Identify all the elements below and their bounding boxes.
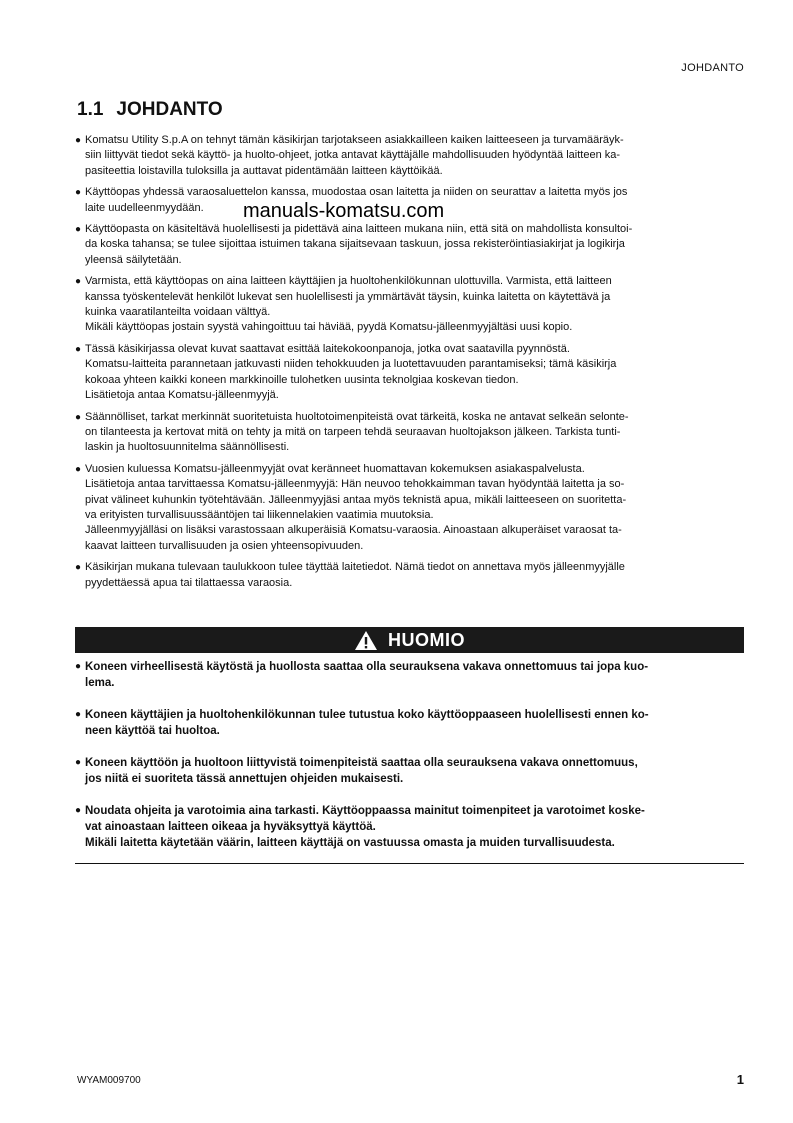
bullet-line: Mikäli käyttöopas jostain syystä vahingoittuu tai häviää, pyydä Komatsu-jälleenmyyjältäsi uusi kopio. [85,321,573,334]
bullet-item [75,462,744,554]
bullet-line: laite uudelleenmyydään. [85,201,204,214]
bullet-line: kaavat laitteen turvallisuuden ja osien yhteensopivuuden. [85,539,364,552]
bullet-line: pivat välineet kuhunkin työtehtävään. Jälleenmyyjäsi antaa myös teknistä apua, mikäli laitteeseen on suoritetta- [85,493,627,506]
bullet-line: Käyttöopas yhdessä varaosaluettelon kanssa, muodostaa osan laitetta ja niiden on seurattav a laitetta myös jos [85,186,628,199]
bullet-dot-icon: ● [75,709,82,720]
caution-item [75,659,744,691]
bullet-dot-icon: ● [75,805,82,816]
caution-line: Noudata ohjeita ja varotoimia aina tarkasti. Käyttöoppaassa mainitut toimenpiteet ja varotoimet koske- [85,805,645,817]
document-code: WYAM009700 [77,1075,141,1086]
page-number: 1 [736,1072,744,1087]
warning-triangle-icon [354,630,378,651]
bullet-line: Jälleenmyyjälläsi on lisäksi varastossaan alkuperäisiä Komatsu-varaosia. Ainoastaan alkuperäiset varaosat ta- [85,524,622,537]
bullet-line: Lisätietoja antaa tarvittaessa Komatsu-jälleenmyyjä: Hän neuvoo tehokkaimman tavan hyödyntää laitetta ja so- [85,478,625,491]
caution-line: Koneen käyttöön ja huoltoon liittyvistä toimenpiteistä saattaa olla seurauksena vakava onnettomuus, [85,757,638,769]
bullet-dot-icon: ● [75,463,82,475]
caution-line: jos niitä ei suoriteta tässä annettujen ohjeiden mukaisesti. [85,773,404,785]
bullet-line: Vuosien kuluessa Komatsu-jälleenmyyjät ovat keränneet huomattavan kokemuksen asiakaspalvelusta. [85,462,585,475]
caution-line: lema. [85,677,115,689]
bullet-line: Käyttöopasta on käsiteltävä huolellisesti ja pidettävä aina laitteen mukana niin, että sitä on mahdollista konsultoi- [85,223,633,236]
bullet-line: kokoaa yhteen kaikki koneen markkinoille tulohetken uusinta teknolgiaa koskevan tiedon. [85,373,519,386]
caution-box [75,627,744,864]
bullet-dot-icon: ● [75,562,82,574]
caution-line: Koneen käyttäjien ja huoltohenkilökunnan tulee tutustua koko käyttöoppaaseen huolellisesti ennen ko- [85,709,649,721]
bullet-line: Lisätietoja antaa Komatsu-jälleenmyyjä. [85,389,279,402]
bullet-line: Tässä käsikirjassa olevat kuvat saattavat esittää laitekokoonpanoja, jotka ovat saatavilla pyynnöstä. [85,342,570,355]
bullet-line: yleensä säilytetään. [85,253,182,266]
bullet-line: kanssa työskentelevät henkilöt lukevat sen huolellisesti ja ymmärtävät täysin, kuinka laitetta on käytettävä ja [85,290,611,303]
bullet-line: Käsikirjan mukana tulevaan taulukkoon tulee täyttää laitetiedot. Nämä tiedot on annettava myös jälleenmyyjälle [85,561,625,574]
bullet-dot-icon: ● [75,276,82,288]
bullet-line: siin liittyvät tiedot sekä käyttö- ja huolto-ohjeet, jotka antavat käyttäjälle mahdollisuuden hyödyntää laitteen ka- [85,149,621,162]
running-header: JOHDANTO [681,62,744,74]
section-number: 1.1 [77,99,104,120]
bullet-dot-icon: ● [75,187,82,199]
caution-list [75,653,744,863]
bullet-line: kuinka vaaratilanteilta voidaan välttyä. [85,306,271,319]
bullet-item [75,560,744,591]
bullet-item [75,133,744,179]
caution-title: HUOMIO [388,629,465,650]
bullet-dot-icon: ● [75,224,82,236]
section-title [77,99,223,121]
bullet-dot-icon: ● [75,661,82,672]
caution-line: Mikäli laitetta käytetään väärin, laitteen käyttäjä on vastuussa omasta ja muiden turvallisuudesta. [85,837,615,849]
bullet-item [75,274,744,336]
bullet-line: laskin ja huoltosuunnitelma säännöllisesti. [85,441,290,454]
caution-banner [75,627,744,653]
bullet-line: Varmista, että käyttöopas on aina laitteen käyttäjien ja huoltohenkilökunnan ulottuvilla. Varmista, että laitteen [85,275,612,288]
section-title-text: JOHDANTO [116,99,223,120]
bullet-line: on tilanteesta ja kertovat mitä on tehty ja mitä on tarpeen tehdä seuraavan huoltojakson jälkeen. Tarkista tunti- [85,425,621,438]
bullet-line: Komatsu Utility S.p.A on tehnyt tämän käsikirjan tarjotakseen asiakkailleen kaiken laitteeseen ja turvamääräyk- [85,134,624,146]
caution-line: Koneen virheellisestä käytöstä ja huollosta saattaa olla seurauksena vakava onnettomuus tai jopa kuo- [85,661,649,673]
bullet-line: da koska tahansa; se tulee sijoittaa istuimen takana sijaitsevaan taskuun, jossa rekisteröintiasiakirjat ja logikirja [85,238,625,251]
caution-item [75,803,744,851]
watermark-text: manuals-komatsu.com [243,200,445,222]
bullet-item [75,222,744,268]
bullet-item [75,342,744,404]
bullet-dot-icon: ● [75,343,82,355]
caution-line: vat ainoastaan laitteen oikeaa ja hyväksyttyä käyttöä. [85,821,376,833]
bullet-dot-icon: ● [75,757,82,768]
caution-line: neen käyttöä tai huoltoa. [85,725,220,737]
bullet-dot-icon: ● [75,135,82,146]
bullet-item [75,410,744,456]
bullet-line: va erityisten turvallisuussääntöjen tai liikennelakien vaatimia muutoksia. [85,508,434,521]
bullet-dot-icon: ● [75,411,82,423]
caution-item [75,707,744,739]
bullet-line: pyydettäessä apua tai tilattaessa varaosia. [85,576,293,589]
bullet-line: Komatsu-laitteita parannetaan jatkuvasti niiden tehokkuuden ja luotettavuuden parantamiseksi; tämä käsikirja [85,358,617,371]
bullet-line: pasiteettia loistavilla tuloksilla ja auttavat pidentämään laitteen käyttöikää. [85,164,443,177]
caution-item [75,755,744,787]
bullet-line: Säännölliset, tarkat merkinnät suoritetuista huoltotoimenpiteistä ovat tärkeitä, koska ne antavat selkeän selonte- [85,410,629,423]
